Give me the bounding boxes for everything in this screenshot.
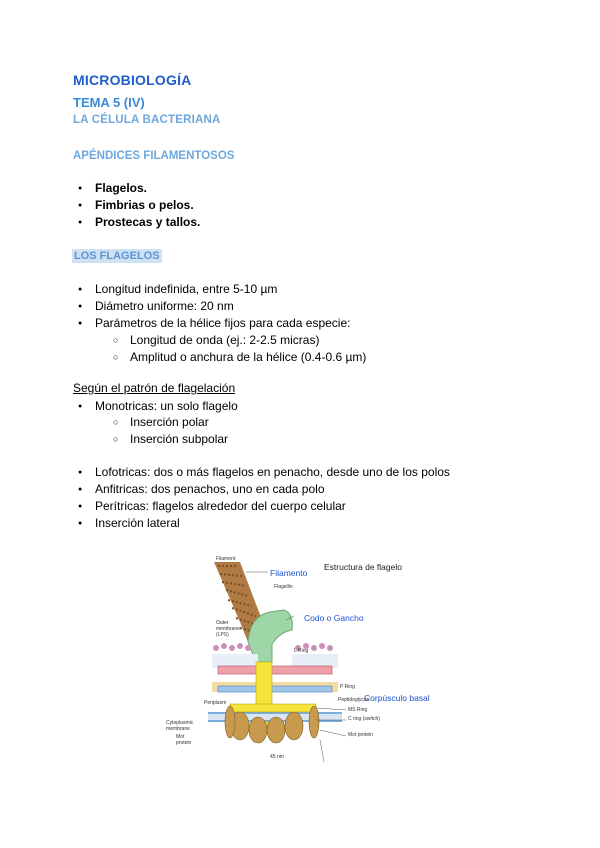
apendices-list: [73, 180, 200, 231]
list-item: ● Anfitricas: dos penachos, uno en cada polo: [73, 481, 450, 498]
monotricas-sublist: [108, 414, 228, 448]
label-mot-protein: Mot protein: [348, 732, 374, 738]
list-item: ● Parámetros de la hélice fijos para cada especie:: [73, 315, 350, 332]
list-item: ● Monotricas: un solo flagelo: [73, 398, 238, 415]
flagellum-diagram: [200, 550, 440, 765]
list-item: ○ Inserción polar: [108, 414, 228, 431]
label-peptidoglycan: Peptidoglycan: [338, 697, 370, 703]
list-item: ○ Longitud de onda (ej.: 2-2.5 micras): [108, 332, 366, 349]
label-filamento: Filamento: [270, 568, 308, 578]
label-corpusculo: Corpúsculo basal: [364, 693, 430, 703]
p-ring: [218, 686, 332, 692]
label-filament-en: Filament: [216, 556, 236, 562]
list-item: ○ Inserción subpolar: [108, 431, 228, 448]
list-item: ● Lofotricas: dos o más flagelos en penacho, desde uno de los polos: [73, 464, 450, 481]
list-item: ● Inserción lateral: [73, 515, 450, 532]
label-l-ring: L Ring: [294, 648, 309, 654]
list-item: ● Longitud indefinida, entre 5-10 µm: [73, 281, 350, 298]
list-item: ● Diámetro uniforme: 20 nm: [73, 298, 350, 315]
ms-ring: [230, 704, 316, 712]
list-item: ○ Amplitud o anchura de la hélice (0.4-0.6 µm): [108, 349, 366, 366]
list-item: ● Prostecas y tallos.: [73, 214, 200, 231]
flagelos-list: [73, 281, 350, 332]
topic-number: TEMA 5 (IV): [73, 95, 145, 110]
document-title: MICROBIOLOGÍA: [73, 72, 192, 88]
label-cytoplasmic-membrane: Cytoplasmic membrane: [166, 720, 194, 732]
topic-subtitle: LA CÉLULA BACTERIANA: [73, 114, 221, 126]
label-codo: Codo o Gancho: [304, 613, 364, 623]
label-mot-protein-left: Mot protein: [176, 734, 192, 746]
patron-heading: Según el patrón de flagelación: [73, 381, 236, 395]
section-heading-flagelos: LOS FLAGELOS: [74, 250, 160, 262]
patron-list: [73, 398, 238, 415]
label-p-ring: P Ring: [340, 684, 355, 690]
flagelos-sublist: [108, 332, 366, 366]
label-ms-ring: MS Ring: [348, 707, 368, 713]
label-c-ring: C ring (switch): [348, 716, 380, 722]
lipopolysaccharide-heads: [213, 643, 333, 651]
list-item: ● Fimbrias o pelos.: [73, 197, 200, 214]
patron-list-others: [73, 464, 450, 532]
list-item: ● Perítricas: flagelos alrededor del cuerpo celular: [73, 498, 450, 515]
label-flagellin: Flagellin: [274, 584, 293, 590]
label-outer-membrane: Outer membrane (LPS): [216, 620, 240, 638]
label-periplasm: Periplasm: [204, 700, 227, 706]
figure-title: Estructura de flagelo: [324, 562, 402, 572]
list-item: ● Flagelos.: [73, 180, 200, 197]
label-45nm: 45 nm: [270, 754, 284, 760]
section-heading-apendices: APÉNDICES FILAMENTOSOS: [73, 150, 235, 162]
flagellum-figure: [166, 550, 440, 765]
l-ring: [218, 666, 332, 674]
